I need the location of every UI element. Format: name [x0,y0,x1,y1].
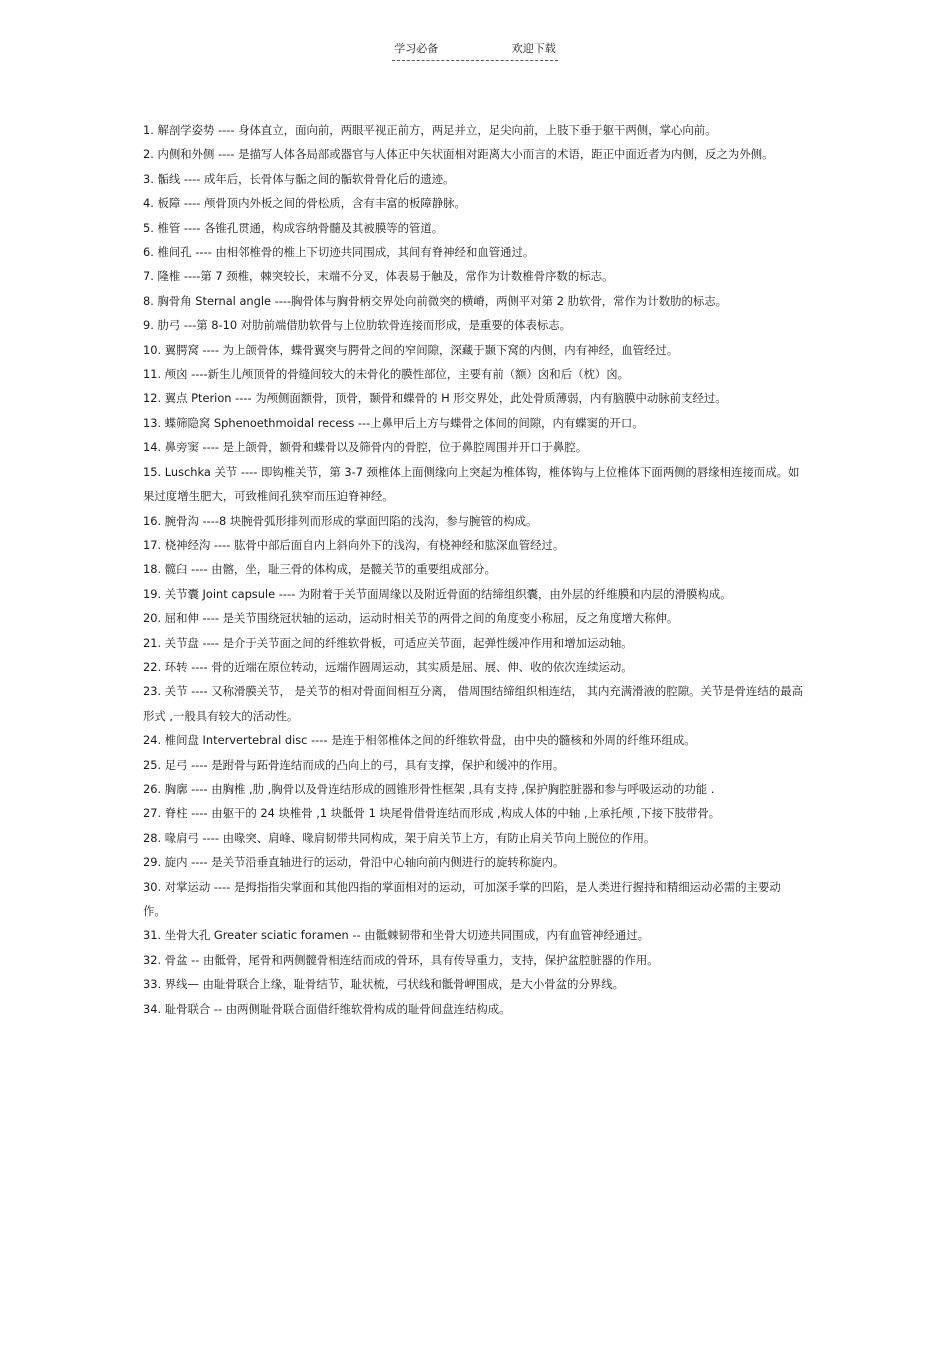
glossary-item: 17. 桡神经沟 ---- 肱骨中部后面自内上斜向外下的浅沟，有桡神经和肱深血管经过。 [143,537,565,552]
glossary-item: 33. 界线— 由耻骨联合上缘，耻骨结节，耻状梳，弓状线和骶骨岬围成，是大小骨盆的分界线。 [143,977,624,992]
glossary-item: 1. 解剖学姿势 ---- 身体直立，面向前，两眼平视正前方，两足并立，足尖向前，上肢下垂于躯干两侧，掌心向前。 [143,123,717,137]
glossary-item: 26. 胸廓 ---- 由胸椎 ,肋 ,胸骨以及骨连结形成的圆锥形骨性框架 ,具有支持 ,保护胸腔脏器和参与呼吸运动的功能 . [143,781,715,796]
glossary-item: 8. 胸骨角 Sternal angle ----胸骨体与胸骨柄交界处向前微突的横嵴，两侧平对第 2 肋软骨，常作为计数肋的标志。 [143,293,728,308]
glossary-item: 3. 骺线 ---- 成年后，长骨体与骺之间的骺软骨骨化后的遗迹。 [143,171,455,186]
glossary-item: 27. 脊柱 ---- 由躯干的 24 块椎骨 ,1 块骶骨 1 块尾骨借骨连结而形成 ,构成人体的中轴 ,上承托颅 ,下接下肢带骨。 [143,806,721,821]
glossary-item: 2. 内侧和外侧 ---- 是描写人体各局部或器官与人体正中矢状面相对距离大小而言的术语，距正中面近者为内侧，反之为外侧。 [143,147,774,162]
glossary-item: 11. 颅囟 ----新生儿颅顶骨的骨缝间较大的未骨化的膜性部位，主要有前（额）囟和后（枕）囟。 [143,367,630,382]
header-left-text: 学习必备 [394,42,439,55]
glossary-item: 5. 椎管 ---- 各锥孔贯通，构成容纳骨髓及其被膜等的管道。 [143,220,444,235]
glossary-item: 19. 关节囊 Joint capsule ---- 为附着于关节面周缘以及附近骨面的结缔组织囊，由外层的纤维膜和内层的滑膜构成。 [143,586,732,601]
glossary-item: 15. Luschka 关节 ---- 即钩椎关节，第 3-7 颈椎体上面侧缘向上突起为椎体钩，椎体钩与上位椎体下面两侧的唇缘相连接而成。如果过度增生肥大，可致椎间孔狭窄而压迫脊神经。 [143,464,800,504]
glossary-item: 10. 翼腭窝 ---- 为上颌骨体，蝶骨翼突与腭骨之间的窄间隙，深藏于颞下窝的内侧，内有神经，血管经过。 [143,342,679,357]
glossary-item: 6. 椎间孔 ---- 由相邻椎骨的椎上下切迹共同围成，其间有脊神经和血管通过。 [143,245,535,260]
glossary-item: 29. 旋内 ---- 是关节沿垂直轴进行的运动，骨沿中心轴向前内侧进行的旋转称旋内。 [143,855,565,870]
glossary-item: 23. 关节 ---- 又称滑膜关节， 是关节的相对骨面间相互分离， 借周围结缔组织相连结， 其内充满滑液的腔隙。关节是骨连结的最高形式 ,一般具有较大的活动性。 [143,684,803,723]
glossary-item: 12. 翼点 Pterion ---- 为颅侧面额骨，顶骨，颞骨和蝶骨的 H 形交界处，此处骨质薄弱，内有脑膜中动脉前支经过。 [143,391,727,406]
header-right-text: 欢迎下载 [511,42,556,55]
glossary-item: 13. 蝶筛隐窝 Sphenoethmoidal recess ---上鼻甲后上方与蝶骨之体间的间隙，内有蝶窦的开口。 [143,415,644,430]
glossary-list [143,118,803,1021]
glossary-item: 14. 鼻旁窦 ---- 是上颌骨，额骨和蝶骨以及筛骨内的骨腔，位于鼻腔周围并开口于鼻腔。 [143,440,588,455]
header-underline [392,40,558,61]
glossary-item: 20. 屈和伸 ---- 是关节围绕冠状轴的运动，运动时相关节的两骨之间的角度变小称屈，反之角度增大称伸。 [143,611,679,626]
glossary-item: 7. 隆椎 ----第 7 颈椎，棘突较长，末端不分叉，体表易于触及，常作为计数椎骨序数的标志。 [143,269,614,284]
glossary-item: 9. 肋弓 ---第 8-10 对肋前端借肋软骨与上位肋软骨连接而形成，是重要的体表标志。 [143,318,572,333]
glossary-item: 25. 足弓 ---- 是跗骨与跖骨连结而成的凸向上的弓，具有支撑，保护和缓冲的作用。 [143,757,565,772]
glossary-item: 28. 喙肩弓 ---- 由喙突、肩峰、喙肩韧带共同构成，架于肩关节上方，有防止肩关节向上脱位的作用。 [143,830,656,845]
glossary-item: 22. 环转 ---- 骨的近端在原位转动，远端作圆周运动，其实质是屈、展、伸、收的依次连续运动。 [143,659,633,674]
glossary-item: 30. 对掌运动 ---- 是拇指指尖掌面和其他四指的掌面相对的运动，可加深手掌的凹陷，是人类进行握持和精细运动必需的主要动作。 [143,879,781,918]
glossary-item: 32. 骨盆 -- 由骶骨，尾骨和两侧髋骨相连结而成的骨环，具有传导重力，支持，保护盆腔脏器的作用。 [143,952,659,967]
page-header [0,40,950,61]
glossary-item: 18. 髋臼 ---- 由髂，坐，耻三骨的体构成，是髋关节的重要组成部分。 [143,562,496,577]
glossary-item: 31. 坐骨大孔 Greater sciatic foramen -- 由骶棘韧带和坐骨大切迹共同围成，内有血管神经通过。 [143,928,649,943]
glossary-item: 16. 腕骨沟 ----8 块腕骨弧形排列而形成的掌面凹陷的浅沟，参与腕管的构成。 [143,513,538,528]
glossary-item: 24. 椎间盘 Intervertebral disc ---- 是连于相邻椎体之间的纤维软骨盘，由中央的髓核和外周的纤维环组成。 [143,733,696,748]
glossary-item: 34. 耻骨联合 -- 由两侧耻骨联合面借纤维软骨构成的耻骨间盘连结构成。 [143,1001,511,1016]
glossary-item: 4. 板障 ---- 颅骨顶内外板之间的骨松质，含有丰富的板障静脉。 [143,196,466,211]
glossary-item: 21. 关节盘 ---- 是介于关节面之间的纤维软骨板，可适应关节面，起弹性缓冲作用和增加运动轴。 [143,635,633,650]
